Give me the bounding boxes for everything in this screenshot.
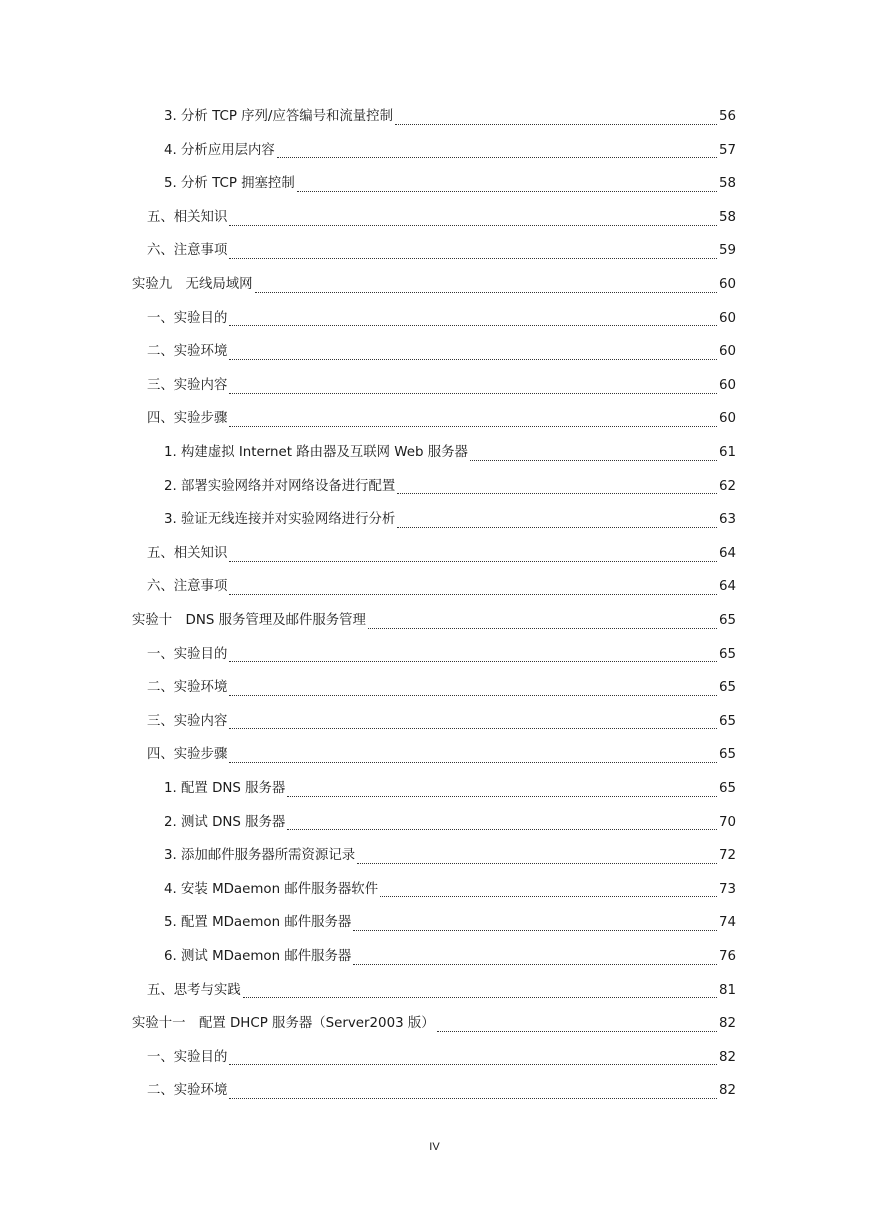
toc-dot-leader <box>229 581 717 595</box>
toc-entry[interactable] <box>0 604 869 638</box>
toc-entry[interactable] <box>0 1074 869 1108</box>
toc-dot-leader <box>287 783 717 797</box>
toc-entry[interactable] <box>0 805 869 839</box>
toc-dot-leader <box>437 1018 717 1032</box>
toc-dot-leader <box>229 380 717 394</box>
toc-dot-leader <box>395 111 717 125</box>
toc-entry[interactable] <box>0 470 869 504</box>
toc-entry-page-number: 60 <box>718 277 736 293</box>
toc-entry-page-number: 76 <box>718 948 736 964</box>
toc-entry-page-number: 60 <box>718 411 736 427</box>
toc-dot-leader <box>229 749 717 763</box>
toc-entry-page-number: 60 <box>718 344 736 360</box>
toc-entry-page-number: 64 <box>718 545 736 561</box>
toc-entry-page-number: 59 <box>718 243 736 259</box>
toc-entry[interactable] <box>0 167 869 201</box>
toc-entry-page-number: 65 <box>718 713 736 729</box>
toc-entry-page-number: 82 <box>718 1083 736 1099</box>
toc-entry[interactable] <box>0 402 869 436</box>
toc-entry-page-number: 57 <box>718 142 736 158</box>
toc-entry-title: 3. 验证无线连接并对实验网络进行分析 <box>164 512 396 528</box>
toc-entry-title: 2. 部署实验网络并对网络设备进行配置 <box>164 478 396 494</box>
toc-entry-title: 二、实验环境 <box>147 1083 228 1099</box>
toc-entry-title: 六、注意事项 <box>147 579 228 595</box>
toc-entry-page-number: 65 <box>718 646 736 662</box>
toc-entry-title: 四、实验步骤 <box>147 747 228 763</box>
toc-entry-page-number: 65 <box>718 680 736 696</box>
toc-dot-leader <box>277 144 717 158</box>
toc-entry-title: 1. 构建虚拟 Internet 路由器及互联网 Web 服务器 <box>164 445 468 461</box>
toc-entry[interactable] <box>0 705 869 739</box>
toc-entry[interactable] <box>0 671 869 705</box>
toc-entry-page-number: 60 <box>718 377 736 393</box>
toc-entry-page-number: 65 <box>718 747 736 763</box>
toc-entry-page-number: 70 <box>718 814 736 830</box>
toc-entry-title: 五、相关知识 <box>147 545 228 561</box>
toc-entry[interactable] <box>0 570 869 604</box>
toc-dot-leader <box>229 413 717 427</box>
toc-dot-leader <box>243 984 717 998</box>
toc-entry[interactable] <box>0 234 869 268</box>
toc-entry-title: 2. 测试 DNS 服务器 <box>164 814 286 830</box>
toc-entry-title: 五、相关知识 <box>147 209 228 225</box>
toc-entry[interactable] <box>0 1041 869 1075</box>
toc-entry-title: 一、实验目的 <box>147 310 228 326</box>
toc-dot-leader <box>229 548 717 562</box>
toc-dot-leader <box>353 951 717 965</box>
toc-entry-title: 4. 安装 MDaemon 邮件服务器软件 <box>164 881 379 897</box>
toc-entry[interactable] <box>0 201 869 235</box>
toc-entry[interactable] <box>0 940 869 974</box>
toc-entry-title: 五、思考与实践 <box>147 982 241 998</box>
toc-entry-page-number: 58 <box>718 209 736 225</box>
toc-entry-title: 六、注意事项 <box>147 243 228 259</box>
toc-entry[interactable] <box>0 100 869 134</box>
toc-entry[interactable] <box>0 738 869 772</box>
toc-dot-leader <box>229 1051 717 1065</box>
toc-entry-title: 3. 分析 TCP 序列/应答编号和流量控制 <box>164 109 393 125</box>
toc-dot-leader <box>368 615 717 629</box>
toc-dot-leader <box>353 917 717 931</box>
toc-entry-title: 实验十 DNS 服务管理及邮件服务管理 <box>132 613 366 628</box>
toc-entry-title: 一、实验目的 <box>147 646 228 662</box>
toc-entry-title: 5. 配置 MDaemon 邮件服务器 <box>164 915 352 931</box>
toc-entry[interactable] <box>0 134 869 168</box>
toc-dot-leader <box>229 312 717 326</box>
toc-entry-page-number: 65 <box>718 613 736 628</box>
toc-entry-title: 四、实验步骤 <box>147 411 228 427</box>
toc-entry-page-number: 74 <box>718 915 736 931</box>
toc-entry[interactable] <box>0 839 869 873</box>
toc-entry[interactable] <box>0 1007 869 1041</box>
toc-entry-page-number: 82 <box>718 1016 736 1032</box>
toc-entry-title: 二、实验环境 <box>147 344 228 360</box>
toc-entry-page-number: 61 <box>718 445 736 461</box>
toc-entry-title: 6. 测试 MDaemon 邮件服务器 <box>164 948 352 964</box>
toc-entry-title: 三、实验内容 <box>147 713 228 729</box>
toc-entry[interactable] <box>0 503 869 537</box>
toc-entry-page-number: 63 <box>718 512 736 528</box>
toc-dot-leader <box>470 447 717 461</box>
toc-dot-leader <box>397 514 717 528</box>
toc-dot-leader <box>397 480 717 494</box>
toc-entry-title: 4. 分析应用层内容 <box>164 142 275 158</box>
toc-entry-page-number: 62 <box>718 478 736 494</box>
toc-dot-leader <box>297 178 717 192</box>
toc-dot-leader <box>255 279 717 293</box>
toc-entry-page-number: 81 <box>718 982 736 998</box>
toc-entry-title: 实验十一 配置 DHCP 服务器（Server2003 版） <box>132 1016 435 1032</box>
toc-entry-page-number: 58 <box>718 176 736 192</box>
toc-entry-page-number: 73 <box>718 881 736 897</box>
toc-dot-leader <box>229 648 717 662</box>
toc-entry-title: 3. 添加邮件服务器所需资源记录 <box>164 848 356 864</box>
toc-entry[interactable] <box>0 873 869 907</box>
toc-dot-leader <box>287 816 717 830</box>
toc-entry-page-number: 65 <box>718 780 736 796</box>
toc-entry[interactable] <box>0 906 869 940</box>
toc-entry-page-number: 60 <box>718 310 736 326</box>
toc-entry-page-number: 64 <box>718 579 736 595</box>
toc-dot-leader <box>229 1085 717 1099</box>
toc-entry-page-number: 72 <box>718 848 736 864</box>
toc-dot-leader <box>229 346 717 360</box>
toc-dot-leader <box>229 682 717 696</box>
toc-entry-page-number: 56 <box>718 109 736 125</box>
toc-dot-leader <box>229 212 717 226</box>
toc-entry-title: 一、实验目的 <box>147 1049 228 1065</box>
toc-entry[interactable] <box>0 638 869 672</box>
page-number: IV <box>429 1141 440 1153</box>
toc-entry-page-number: 82 <box>718 1049 736 1065</box>
toc-dot-leader <box>229 715 717 729</box>
toc-entry[interactable] <box>0 436 869 470</box>
toc-entry-title: 1. 配置 DNS 服务器 <box>164 780 286 796</box>
toc-entry[interactable] <box>0 268 869 302</box>
toc-entry-title: 二、实验环境 <box>147 680 228 696</box>
toc-entry[interactable] <box>0 537 869 571</box>
toc-dot-leader <box>357 850 717 864</box>
toc-dot-leader <box>229 245 717 259</box>
toc-entry[interactable] <box>0 772 869 806</box>
toc-entry-title: 三、实验内容 <box>147 377 228 393</box>
toc-entry-title: 实验九 无线局域网 <box>132 277 253 293</box>
toc-entry[interactable] <box>0 369 869 403</box>
toc-entry[interactable] <box>0 302 869 336</box>
toc-entry-title: 5. 分析 TCP 拥塞控制 <box>164 176 295 192</box>
toc-dot-leader <box>380 883 717 897</box>
toc-entry[interactable] <box>0 973 869 1007</box>
table-of-contents <box>0 100 869 1108</box>
toc-entry[interactable] <box>0 335 869 369</box>
